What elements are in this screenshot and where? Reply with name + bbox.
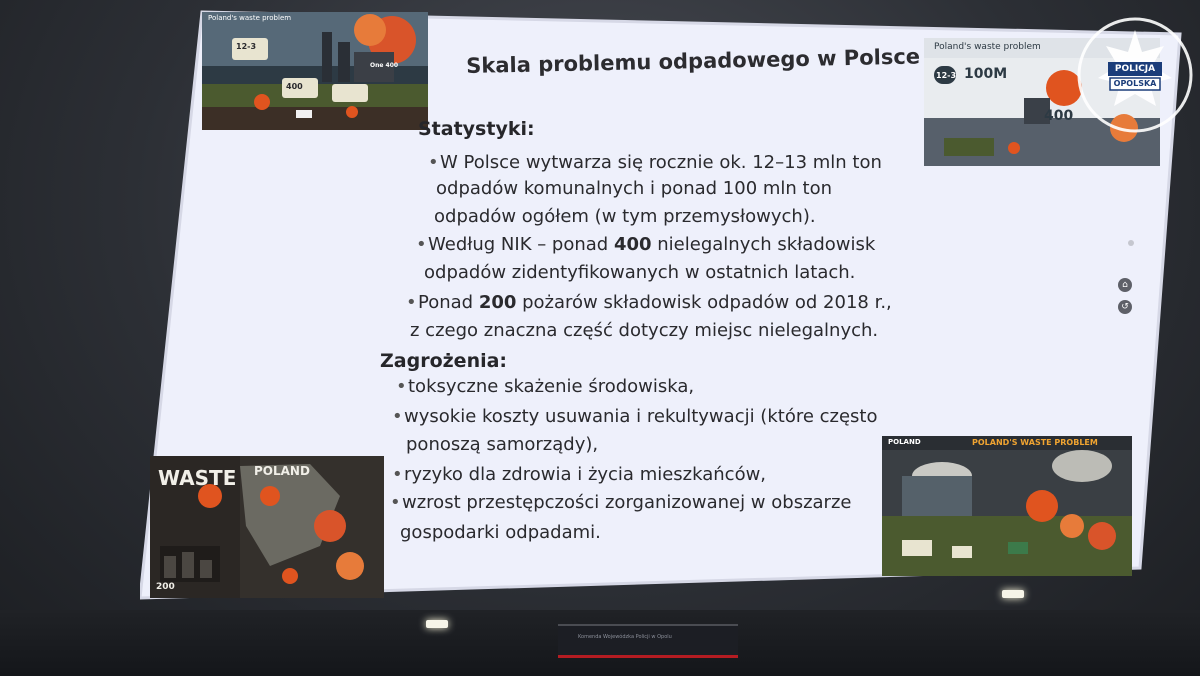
threat-bullet-3: •ryzyko dla zdrowia i życia mieszkańców, bbox=[392, 464, 767, 485]
stat-bullet-2-line2: odpadów zidentyfikowanych w ostatnich latach. bbox=[424, 262, 856, 283]
lectern-plaque bbox=[558, 624, 738, 658]
threat-bullet-1: •toksyczne skażenie środowiska, bbox=[396, 376, 695, 397]
pointer-dot-icon bbox=[1128, 240, 1134, 246]
threat-bullet-4-line2: gospodarki odpadami. bbox=[400, 522, 601, 543]
stat-bullet-2: •Według NIK – ponad 400 nielegalnych składowisk bbox=[416, 234, 876, 255]
thumb-title: WASTE bbox=[158, 466, 237, 490]
back-icon[interactable]: ↺ bbox=[1118, 300, 1132, 314]
thumb-title: Poland's waste problem bbox=[934, 42, 1041, 52]
stat-bullet-1: •W Polsce wytwarza się rocznie ok. 12–13 mln ton bbox=[428, 152, 882, 173]
badge-bottom-text: OPOLSKA bbox=[1113, 79, 1157, 88]
threat-bullet-4: •wzrost przestępczości zorganizowanej w obszarze bbox=[390, 492, 852, 513]
plaque-stripe bbox=[558, 655, 738, 658]
thumb-title: Poland's waste problem bbox=[208, 14, 292, 22]
stat-bullet-1-line3: odpadów ogółem (w tym przemysłowych). bbox=[434, 206, 816, 227]
stat-bullet-3-line2: z czego znaczna część dotyczy miejsc nielegalnych. bbox=[410, 320, 879, 341]
thumb-label: POLAND bbox=[888, 438, 921, 446]
home-icon[interactable]: ⌂ bbox=[1118, 278, 1132, 292]
thumb-subtitle: POLAND bbox=[254, 464, 310, 478]
thumb-stat: 400 bbox=[286, 82, 303, 91]
threat-bullet-2: •wysokie koszty usuwania i rekultywacji (które często bbox=[392, 406, 878, 427]
thumb-title: POLAND'S WASTE PROBLEM bbox=[972, 438, 1098, 447]
thumb-stat: 12-3 bbox=[236, 42, 257, 51]
stage-light bbox=[426, 620, 448, 628]
thumb-stat: One 400 bbox=[370, 62, 399, 69]
thumb-stat: 12-3 bbox=[936, 71, 957, 80]
thumb-stat: 100M bbox=[964, 66, 1008, 82]
slide-content bbox=[140, 0, 1200, 600]
slide-title: Skala problemu odpadowego w Polsce bbox=[466, 44, 921, 78]
stat-bullet-1-line2: odpadów komunalnych i ponad 100 mln ton bbox=[436, 178, 833, 199]
badge-center-text: POLICJA bbox=[1114, 64, 1156, 74]
thumb-stat: 200 bbox=[156, 582, 175, 592]
threat-bullet-2-line2: ponoszą samorządy), bbox=[406, 434, 599, 455]
police-badge-logo bbox=[1076, 16, 1194, 134]
threats-heading: Zagrożenia: bbox=[380, 350, 508, 372]
stage-light bbox=[1002, 590, 1024, 598]
stats-heading: Statystyki: bbox=[418, 118, 535, 140]
stat-bullet-3: •Ponad 200 pożarów składowisk odpadów od 2018 r., bbox=[406, 292, 892, 313]
thumb-stat: 400 bbox=[1044, 108, 1074, 124]
projection-screen bbox=[140, 0, 1200, 600]
plaque-text: Komenda Wojewódzka Policji w Opolu bbox=[578, 634, 672, 640]
